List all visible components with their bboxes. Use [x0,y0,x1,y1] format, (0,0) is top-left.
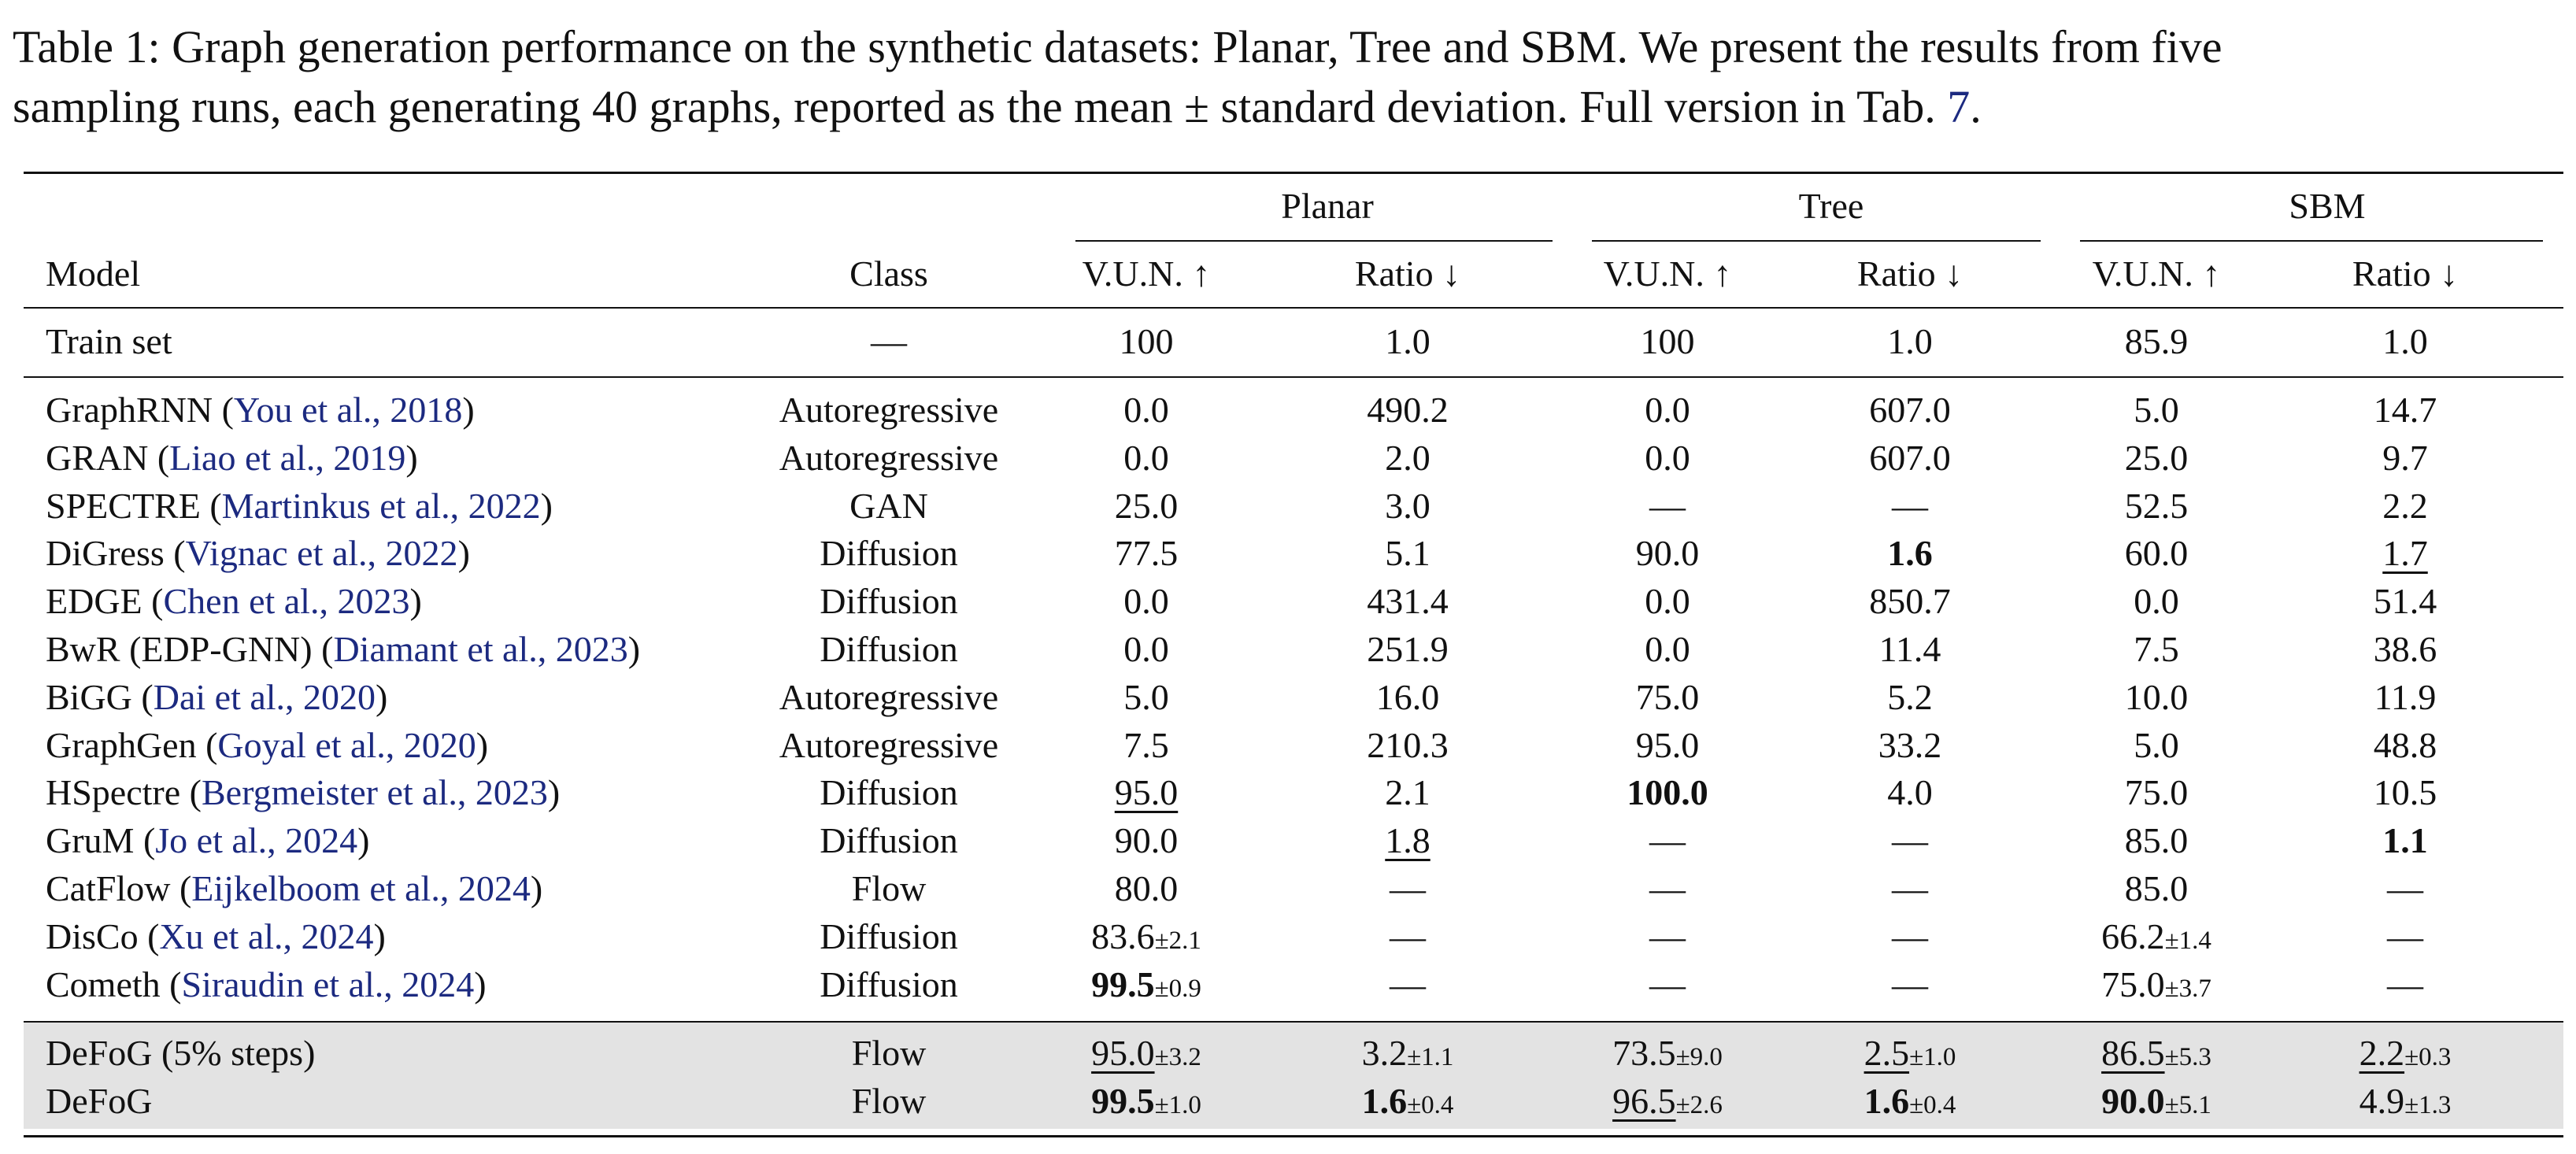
cell-std: ±1.3 [2404,1090,2452,1119]
defog-metric-value [1362,1078,1454,1129]
cell-value: 10.0 [2124,676,2189,717]
cell-value: 95.0 [1635,724,1700,765]
cell-value: — [2387,868,2423,908]
cell-std: ±0.4 [1407,1090,1454,1119]
cell-value: 9.7 [2382,437,2428,478]
metric-value [2125,865,2189,912]
metric-value [1390,961,1426,1008]
caption-line-2 [13,77,2563,137]
cell-value: 5.1 [1385,533,1430,574]
cell-std: ±0.4 [1909,1090,1956,1119]
metric-value [1887,674,1933,721]
cell-std: ±2.6 [1675,1090,1723,1119]
metric-value [2382,817,2428,864]
model-label: DisCo [46,915,139,956]
cell-value: 90.0 [1114,820,1179,861]
cell-value: 38.6 [2373,629,2437,669]
model-class: Diffusion [820,915,958,956]
cell-value: 7.5 [2134,629,2179,669]
cell-value: — [1390,915,1426,956]
citation-link[interactable]: You et al., 2018 [233,390,463,430]
defog-metric-value [2101,1078,2211,1129]
metric-value [2125,769,2189,816]
citation-link[interactable]: Bergmeister et al., 2023 [201,772,548,813]
cell-value: 5.2 [1887,676,1933,717]
metric-value [1869,435,1951,482]
citation-link[interactable]: Martinkus et al., 2022 [221,485,541,526]
metric-value [1869,578,1951,625]
column-header-metric: Ratio ↓ [2352,253,2459,294]
model-name: BiGG (Dai et al., 2020) [46,676,388,717]
metric-value [1385,435,1430,482]
group-rule-tree [1592,240,2041,242]
cell-value: 99.5 [1091,1080,1155,1121]
defog-metric-value [1864,1078,1956,1129]
metric-value [1115,483,1179,530]
cell-value: 25.0 [2124,437,2189,478]
top-rule [24,172,2563,174]
train-set-value: 1.0 [2382,321,2428,361]
metric-value [1649,961,1686,1008]
citation-link[interactable]: Xu et al., 2024 [159,915,374,956]
model-name: EDGE (Chen et al., 2023) [46,581,422,622]
cell-value: — [1390,964,1426,1004]
group-rule-planar [1075,240,1553,242]
cell-value: 60.0 [2124,533,2189,574]
cell-value: 1.8 [1385,820,1430,861]
metric-value [1115,530,1179,577]
cell-value: 95.0 [1114,772,1179,813]
metric-value [2134,722,2179,769]
metric-value [2134,387,2179,434]
cell-std: ±5.1 [2164,1090,2211,1119]
citation-link[interactable]: Jo et al., 2024 [155,820,358,861]
metric-value [2374,674,2437,721]
cell-value: 0.0 [1645,629,1690,669]
metric-value [2125,674,2189,721]
defog-metric-value [2101,1030,2211,1081]
cell-value: 5.0 [1123,676,1169,717]
cell-value: 0.0 [1123,437,1169,478]
metric-value [1390,913,1426,960]
cell-value: 251.9 [1367,629,1449,669]
cell-std: ±0.3 [2404,1043,2452,1071]
model-name: DisCo (Xu et al., 2024) [46,915,386,956]
cell-std: ±2.1 [1154,926,1201,955]
model-label: Cometh [46,964,161,1004]
model-name: GraphGen (Goyal et al., 2020) [46,724,489,765]
metric-value [1636,674,1700,721]
cell-value: 2.2 [2359,1033,2405,1073]
metric-value [1115,817,1179,864]
train-set-label: Train set [46,321,172,361]
cell-value: 2.2 [2382,485,2428,526]
cell-value: 90.0 [1635,533,1700,574]
column-header-metric: V.U.N. ↑ [1082,253,1211,294]
defog-model-class: Flow [851,1080,927,1121]
metric-value [1115,865,1179,912]
cell-value: 95.0 [1091,1033,1155,1073]
cell-value: 11.4 [1878,629,1941,669]
table-ref-link[interactable]: 7 [1947,81,1971,132]
cell-value: 0.0 [1645,581,1690,622]
cell-std: ±1.4 [2164,926,2211,955]
cell-value: 77.5 [1114,533,1179,574]
cell-value: 14.7 [2373,390,2437,430]
cell-value: 850.7 [1869,581,1951,622]
model-label: GRAN [46,437,149,478]
metric-value [2382,530,2428,577]
model-name: BwR (EDP-GNN) (Diamant et al., 2023) [46,629,641,669]
defog-metric-value [1612,1030,1723,1081]
cell-value: 1.6 [1864,1080,1910,1121]
model-name: HSpectre (Bergmeister et al., 2023) [46,772,561,813]
cell-value: 48.8 [2373,724,2437,765]
cell-value: 4.9 [2359,1080,2405,1121]
metric-value [1892,483,1928,530]
metric-value [1376,674,1440,721]
cell-value: 210.3 [1367,724,1449,765]
column-header-metric: Ratio ↓ [1354,253,1461,294]
metric-value [1123,722,1169,769]
cell-value: — [1649,868,1686,908]
cell-value: — [2387,964,2423,1004]
metric-value [1878,722,1942,769]
cell-value: — [1649,820,1686,861]
model-label: GruM [46,820,135,861]
cell-value: 4.0 [1887,772,1933,813]
model-label: HSpectre [46,772,181,813]
metric-value [1645,578,1690,625]
cell-value: 0.0 [1123,390,1169,430]
train-set-value: 85.9 [2124,321,2189,361]
metric-value [1115,769,1179,816]
model-class: Autoregressive [779,390,999,430]
cell-value: 2.0 [1385,437,1430,478]
cell-value: 0.0 [1645,437,1690,478]
metric-value [1887,530,1933,577]
metric-value [1367,387,1449,434]
defog-metric-value [1612,1078,1723,1129]
metric-value [1649,913,1686,960]
citation-link[interactable]: Liao et al., 2019 [169,437,406,478]
group-header-planar: Planar [1281,186,1374,226]
group-header-tree: Tree [1798,186,1864,226]
group-header-sbm: SBM [2289,186,2366,226]
cell-value: — [2387,915,2423,956]
metric-value [2374,722,2437,769]
cell-value: — [1892,868,1928,908]
metric-value [2387,913,2423,960]
model-name: SPECTRE (Martinkus et al., 2022) [46,485,553,526]
cell-value: 431.4 [1367,581,1449,622]
cell-value: 0.0 [1645,390,1690,430]
cell-value: 16.0 [1375,676,1440,717]
defog-metric-value [2359,1078,2452,1129]
cell-std: ±5.3 [2164,1043,2211,1071]
cell-value: 96.5 [1612,1080,1676,1121]
header-rule [24,307,2563,309]
metric-value [1123,435,1169,482]
column-header-model: Model [46,253,141,294]
metric-value [2125,435,2189,482]
cell-std: ±9.0 [1675,1043,1723,1071]
metric-value [2374,626,2437,673]
model-name: GruM (Jo et al., 2024) [46,820,370,861]
metric-value [1879,626,1941,673]
metric-value [1385,530,1430,577]
citation-link[interactable]: Siraudin et al., 2024 [181,964,475,1004]
metric-value [2374,578,2437,625]
metric-value [1367,578,1449,625]
train-set-value: 1.0 [1385,321,1430,361]
cell-value: 10.5 [2373,772,2437,813]
model-label: CatFlow [46,868,171,908]
cell-value: 75.0 [2101,964,2165,1004]
metric-value [1887,769,1933,816]
defog-metric-value [2359,1030,2452,1081]
cell-value: — [1892,485,1928,526]
metric-value [1123,626,1169,673]
metric-value [1091,961,1201,1012]
model-label: BwR (EDP-GNN) [46,629,313,669]
cell-value: 0.0 [1123,581,1169,622]
model-class: Diffusion [820,964,958,1004]
caption-line-2-text: sampling runs, each generating 40 graphs, reported as the mean ± standard deviation. Full version in Tab. [13,81,1948,132]
train-rule [24,376,2563,378]
metric-value [1367,626,1449,673]
cell-value: 75.0 [2124,772,2189,813]
cell-value: 73.5 [1612,1033,1676,1073]
cell-value: 5.0 [2134,724,2179,765]
cell-value: 66.2 [2101,915,2165,956]
defog-metric-value [1864,1030,1956,1081]
metric-value [2101,961,2211,1012]
cell-value: — [1390,868,1426,908]
cell-value: 1.6 [1887,533,1933,574]
metric-value [1123,578,1169,625]
cell-std: ±3.7 [2164,974,2211,1003]
caption-line-1: Table 1: Graph generation performance on the synthetic datasets: Planar, Tree and SBM. We present the results from five [13,21,2223,72]
metric-value [1385,483,1430,530]
metric-value [1645,435,1690,482]
model-class: Flow [851,868,927,908]
group-rule-sbm [2080,240,2543,242]
defog-model-class: Flow [851,1033,927,1073]
train-set-value: 100 [1640,321,1695,361]
cell-value: 490.2 [1367,390,1449,430]
cell-value: 1.7 [2382,533,2428,574]
metric-value [1649,483,1686,530]
metric-value [2125,817,2189,864]
metric-value [2382,435,2428,482]
metric-value [2387,961,2423,1008]
cell-value: — [1649,485,1686,526]
metric-value [1123,387,1169,434]
metric-value [1627,769,1708,816]
cell-value: 85.0 [2124,868,2189,908]
cell-value: 2.5 [1864,1033,1910,1073]
metric-value [1892,865,1928,912]
train-set-value: 1.0 [1887,321,1933,361]
cell-value: 100.0 [1627,772,1708,813]
cell-value: 7.5 [1123,724,1169,765]
column-header-metric: V.U.N. ↑ [2092,253,2221,294]
citation-link[interactable]: Diamant et al., 2023 [333,629,628,669]
cell-std: ±3.2 [1154,1043,1201,1071]
model-class: GAN [849,485,928,526]
metric-value [1649,817,1686,864]
metric-value [1091,913,1201,964]
train-set-class: — [871,321,907,361]
cell-value: 0.0 [1123,629,1169,669]
cell-value: 2.1 [1385,772,1430,813]
defog-model-name: DeFoG (5% steps) [46,1033,316,1073]
model-class: Autoregressive [779,724,999,765]
cell-std: ±1.0 [1154,1090,1201,1119]
cell-value: 83.6 [1091,915,1155,956]
baseline-rule [24,1021,2563,1023]
cell-value: 33.2 [1878,724,1942,765]
cell-value: 75.0 [1635,676,1700,717]
metric-value [1645,626,1690,673]
metric-value [2387,865,2423,912]
metric-value [1649,865,1686,912]
model-class: Diffusion [820,820,958,861]
column-header-metric: Ratio ↓ [1856,253,1963,294]
metric-value [2125,483,2189,530]
cell-value: 99.5 [1091,964,1155,1004]
cell-value: 25.0 [1114,485,1179,526]
model-name: CatFlow (Eijkelboom et al., 2024) [46,868,543,908]
metric-value [2374,769,2437,816]
model-class: Diffusion [820,533,958,574]
citation-link[interactable]: Vignac et al., 2022 [185,533,458,574]
defog-metric-value [1362,1030,1454,1081]
metric-value [2382,483,2428,530]
cell-value: 5.0 [2134,390,2179,430]
cell-value: 90.0 [2101,1080,2165,1121]
defog-model-name: DeFoG [46,1080,153,1121]
model-label: EDGE [46,581,142,622]
model-name: GRAN (Liao et al., 2019) [46,437,418,478]
model-name: GraphRNN (You et al., 2018) [46,390,475,430]
citation-link[interactable]: Dai et al., 2020 [153,676,376,717]
cell-value: — [1892,964,1928,1004]
model-label: BiGG [46,676,132,717]
metric-value [1390,865,1426,912]
metric-value [1636,722,1700,769]
metric-value [2101,913,2211,964]
model-label: DiGress [46,533,165,574]
cell-value: 3.2 [1361,1033,1408,1073]
defog-metric-value [1091,1030,1201,1081]
model-class: Diffusion [820,581,958,622]
model-class: Diffusion [820,772,958,813]
cell-value: — [1892,820,1928,861]
model-label: GraphRNN [46,390,213,430]
column-header-class: Class [849,253,928,294]
cell-value: 607.0 [1869,437,1951,478]
metric-value [1892,961,1928,1008]
metric-value [1892,817,1928,864]
caption-period: . [1970,81,1982,132]
model-name: DiGress (Vignac et al., 2022) [46,533,470,574]
metric-value [1892,913,1928,960]
cell-std: ±0.9 [1154,974,1201,1003]
table-caption [13,17,2563,137]
cell-std: ±1.0 [1909,1043,1956,1071]
metric-value [1385,817,1430,864]
citation-link[interactable]: Eijkelboom et al., 2024 [191,868,531,908]
metric-value [1636,530,1700,577]
cell-value: — [1649,964,1686,1004]
model-class: Autoregressive [779,437,999,478]
citation-link[interactable]: Goyal et al., 2020 [217,724,476,765]
metric-value [1645,387,1690,434]
metric-value [1869,387,1951,434]
cell-value: 607.0 [1869,390,1951,430]
cell-value: 11.9 [2374,676,2437,717]
metric-value [2134,578,2179,625]
model-class: Autoregressive [779,676,999,717]
metric-value [2125,530,2189,577]
cell-value: 80.0 [1114,868,1179,908]
cell-value: 52.5 [2124,485,2189,526]
model-label: SPECTRE [46,485,201,526]
cell-value: 1.6 [1361,1080,1408,1121]
metric-value [1385,769,1430,816]
model-label: GraphGen [46,724,197,765]
column-header-metric: V.U.N. ↑ [1603,253,1732,294]
metric-value [2374,387,2437,434]
defog-metric-value [1091,1078,1201,1129]
model-name: Cometh (Siraudin et al., 2024) [46,964,487,1004]
cell-value: 85.0 [2124,820,2189,861]
cell-std: ±1.1 [1407,1043,1454,1071]
cell-value: 3.0 [1385,485,1430,526]
model-class: Diffusion [820,629,958,669]
metric-value [2134,626,2179,673]
cell-value: — [1649,915,1686,956]
cell-value: 86.5 [2101,1033,2165,1073]
cell-value: 51.4 [2373,581,2437,622]
metric-value [1123,674,1169,721]
train-set-value: 100 [1119,321,1174,361]
cell-value: 0.0 [2134,581,2179,622]
citation-link[interactable]: Chen et al., 2023 [163,581,410,622]
metric-value [1367,722,1449,769]
bottom-rule [24,1135,2563,1137]
cell-value: 1.1 [2382,820,2428,861]
cell-value: — [1892,915,1928,956]
